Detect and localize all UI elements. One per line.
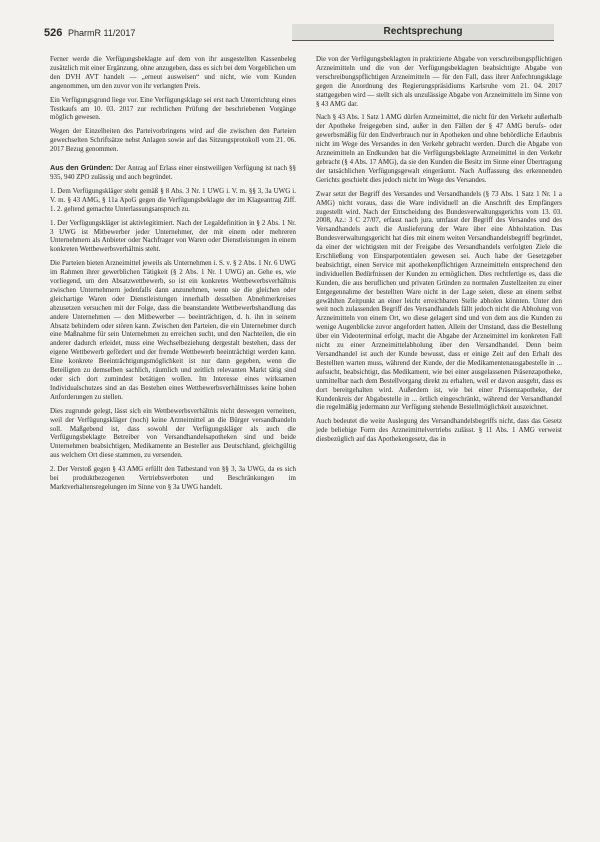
- paragraph-text: Ferner werde die Verfügungsbeklagte auf dem von ihr ausgestellten Kassenbeleg zusätzlich mit einer Ergänzung, ohne anzugeben, dass es sich bei dem Vorgeblichen um den DVH AVT handelt — „erneut ausweisen“ und nicht, wie vom Kunden angenommen, um den zuvor von ihr verlangten Preis.: [50, 55, 296, 90]
- paragraph: [50, 127, 296, 154]
- paragraph: [50, 55, 296, 91]
- section-title: Rechtsprechung: [292, 24, 554, 41]
- paragraph-text: Ein Verfügungsgrund liege vor. Eine Verfügungsklage sei erst nach Unterrichtung eines Testkaufs am 10. 03. 2017 zur rechtlichen Prüfung der beschriebenen Vorgänge möglich gewesen.: [50, 95, 296, 122]
- paragraph: [50, 164, 296, 182]
- page-number: 526: [44, 27, 63, 39]
- section-heading: Aus den Gründen:: [50, 163, 114, 173]
- paragraph: [50, 219, 296, 255]
- paragraph: [316, 113, 562, 184]
- paragraph-text: 1. Der Verfügungskläger ist aktivlegitimiert. Nach der Legaldefinition in § 2 Abs. 1 Nr. 3 UWG ist Mitbewerber jeder Unternehmer, der mit einem oder mehreren Unternehmern als Anbieter oder Nachfrager von Waren oder Dienstleistungen in einem konkreten Wettbewerbsverhältnis steht.: [50, 218, 296, 254]
- paragraph-text: 1. Dem Verfügungskläger steht gemäß § 8 Abs. 3 Nr. 1 UWG i. V. m. §§ 3, 3a UWG i. V. m. § 43 AMG, § 11a ApoG gegen die Verfügungsbeklagte der im Klageantrag Ziff. 1. 2. geltend gemachte Unterlassungsanspruch zu.: [50, 186, 296, 213]
- paragraph-text: Wegen der Einzelheiten des Parteivorbringens wird auf die zwischen den Parteien gewechselten Schriftsätze nebst Anlagen sowie auf das Sitzungsprotokoll vom 21. 06. 2017 Bezug genommen.: [50, 127, 296, 154]
- paragraph-text: 2. Der Verstoß gegen § 43 AMG erfüllt den Tatbestand von §§ 3, 3a UWG, da es sich bei produktbezogenen Vertriebsverboten und Beschränkungen im Marktverhaltensregelungen im Sinne von § 3a UWG handelt.: [50, 465, 296, 491]
- paragraph-text: Die Parteien bieten Arzneimittel jeweils als Unternehmen i. S. v. § 2 Abs. 1 Nr. 6 UWG im Rahmen ihrer gewerblichen Tätigkeit (§ 2 Abs. 1 Nr. 1 UWG) an. Gehe es, wie vorliegend, um den Absatzwettbewerb, so ist ein konkretes Wettbewerbsverhältnis zwischen Unternehmern jedenfalls dann anzunehmen, wenn sie die gleichen oder gleichartige Waren oder Dienstleistungen innerhalb desselben Abnehmerkreises abzusetzen versuchen mit der Folge, dass die beanstandete Wettbewerbshandlung das andere Unternehmen — den Mitbewerber — beeinträchtigen, d. h. ihn in seinem Absatz behindern oder stören kann. Zwischen den Parteien, die ein Unternehmer durch eine Maßnahme für sein Unternehmen zu erreichen sucht, und den Nachteilen, die ein anderer dadurch erleidet, muss eine Wechselbeziehung dergestalt bestehen, dass der eigene Wettbewerb gefördert und der fremde Wettbewerb beeinträchtigt werden kann. Eine konkrete Beeinträchtigungsmöglichkeit ist nur dann gegeben, wenn die Beteiligten zu demselben sachlich, räumlich und zeitlich relevanten Markt tätig sind oder sich dort zumindest betätigen wollen. Im Interesse eines wirksamen Individualschutzes sind an das Bestehen eines Wettbewerbsverhältnisses keine hohen Anforderungen zu stellen.: [50, 259, 296, 401]
- paragraph-text: Der Antrag auf Erlass einer einstweiligen Verfügung ist nach §§ 935, 940 ZPO zulässig und auch begründet.: [50, 164, 297, 181]
- paragraph-text: Zwar setzt der Begriff des Versandes und Versandhandels (§ 73 Abs. 1 Satz 1 Nr. 1 a AMG) nicht voraus, dass die Ware individuell an die Anschrift des Empfängers zugestellt wird. Nach der Entscheidung des Bundesverwaltungsgerichts vom 13. 03. 2008, Az.: 3 C 27/07, erfasst nach jura. umfasst der Begriff des Versandes und des Versandhandels auch die Auslieferung der Ware über eine Abholstation. Das Bundesverwaltungsgericht hat dies mit einem weiten Versandhandelsbegriff begründet, da einer der wichtigsten mit der Freigabe des Versandhandels verfolgten Ziele die Erschließung von Einsparpotentialen gewesen sei. Auch habe der Gesetzgeber beabsichtigt, einen Service mit apothekenpflichtigen Arzneimitteln entsprechend den individuellen Bedürfnissen der Kunden zu ermöglichen. Dies rechtfertige es, dass die Kunden, die aus beruflichen und privaten Gründen zu normalen Zustellzeiten zu einer Entgegennahme der bestellten Ware nicht in der Lage seien, diese an einem selbst gewählten Zeitpunkt an einer leicht erreichbaren Stelle abholen könnten. Unter den weit noch zulassenden Begriff des Versandhandels fällt jedoch nicht die Abholung von Arzneimitteln von einem Ort, wo diese gelagert sind und von dem aus die Kunden zu wenige Augenblicke zuvor angefordert hatten. Allein der Umstand, dass die Bestellung über ein Videoterminal erfolgt, macht die Abgabe der Arzneimittel im konkreten Fall nicht zu einer Arzneimittelabholung über den Versandhandel. Denn beim Versandhandel ist auch der Kunde bewusst, dass er einige Zeit auf den Erhalt des Bestellten warten muss, während der Kunde, der die Medikamentenausgabestelle in ... aufsucht, beabsichtigt, das Medikament, wie bei einer ausgelassenen Präsenzapotheke, unmittelbar nach dem Bestellvorgang direkt zu erhalten, weil er davon ausgeht, dass es dort bereitgehalten wird. Außerdem ist, wie bei einer Präsenzapotheke, der Kundenkreis der Abgabestelle in ... örtlich eingeschränkt, während der Versandhandel die regelmäßig jedermann zur Verfügung stehende Bestellmöglichkeit auszeichnet.: [316, 189, 562, 412]
- paragraph-text: Die von der Verfügungsbeklagten in praktizierte Abgabe von verschreibungspflichtigen Arzneimitteln und die von der Verfügungsbeklagten beabsichtigte Abgabe von verschreibungspflichtigen Arzneimitteln — für den Fall, dass ihrer Anfechtungsklage gegen die Anordnung des Regierungspräsidiums Karlsruhe vom 21. 04. 2017 stattgegeben wird — stellt sich als unzulässige Abgabe von Arzneimitteln im Sinne von § 43 AMG dar.: [316, 55, 562, 108]
- paragraph: [316, 417, 562, 444]
- paragraph: [50, 465, 296, 492]
- paragraph: [50, 259, 296, 402]
- paragraph: [50, 96, 296, 123]
- paragraph: [316, 55, 562, 108]
- page-header: [44, 24, 554, 42]
- paragraph: [50, 187, 296, 214]
- paragraph-text: Auch bedeutet die weite Auslegung des Versandhandelsbegriffs nicht, dass das Gesetz jede beliebige Form des Arzneimittelvertriebs zulässt. § 11 Abs. 1 AMG verweist diesbezüglich auf das Apothekengesetz, das in: [316, 417, 562, 444]
- paragraph: [50, 407, 296, 460]
- paragraph-text: Nach § 43 Abs. 1 Satz 1 AMG dürfen Arzneimittel, die nicht für den Verkehr außerhalb der Apotheke freigegeben sind, außer in den Fällen der § 47 AMG berufs- oder gewerbsmäßig für den Endverbrauch nur in Apotheken und ohne behördliche Erlaubnis nicht im Wege des Versandes in den Verkehr gebracht werden. Durch die Abgabe von Arzneimitteln an Endkunden hat die Verfügungsbeklagte Arzneimittel in den Verkehr gebracht (§ 4 Abs. 17 AMG), da sie den Kunden die Besitz im Sinne einer Übertragung der tatsächlichen Verfügungsgewalt eingeräumt. Nach Auffassung des erkennenden Gerichts geschieht dies jedoch nicht im Wege des Versandes.: [316, 113, 562, 184]
- right-column: [316, 55, 562, 449]
- left-column: [50, 55, 296, 497]
- journal-reference: PharmR 11/2017: [68, 28, 136, 38]
- paragraph-text: Dies zugrunde gelegt, lässt sich ein Wettbewerbsverhältnis nicht deswegen verneinen, weil der Verfügungskläger (noch) keine Arzneimittel an die Bürger versandhandeln soll. Maßgebend ist, dass sowohl der Verfügungskläger als auch die Verfügungsbeklagte Betreiber von Versandhandelsapotheken sind und beide Unternehmen beabsichtigen, Medikamente an Besteller aus Deutschland, gleichgültig aus welchem Ort diese stammen, zu versenden.: [50, 406, 296, 460]
- paragraph: [316, 190, 562, 413]
